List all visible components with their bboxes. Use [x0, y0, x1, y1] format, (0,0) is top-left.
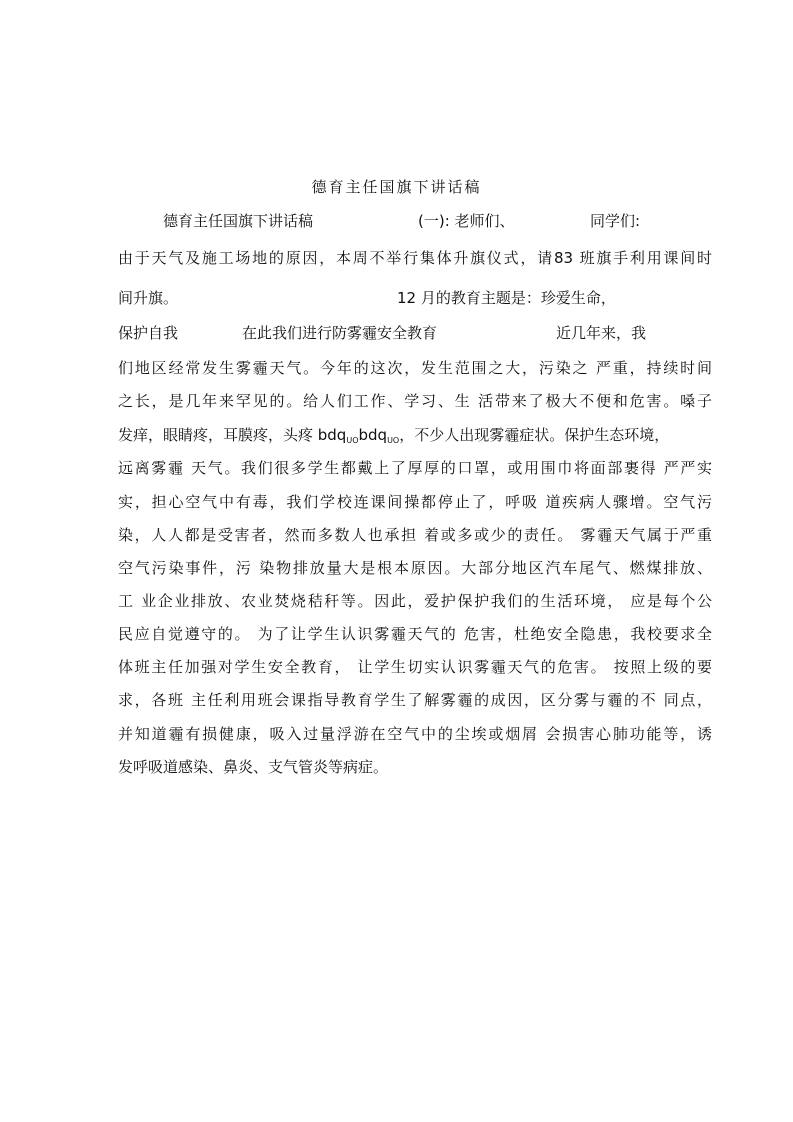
text-segment: 保护自我 — [118, 324, 179, 342]
text-segment: bdq — [358, 426, 388, 444]
paragraph-line: 由于天气及施工场地的原因，本周不举行集体升旗仪式，请83 班旗手利用课间时 — [118, 249, 712, 267]
text-segment: 间升旗。 — [118, 289, 179, 307]
subtitle: 德育主任国旗下讲话稿 — [163, 212, 314, 230]
paragraph-line: 民应自觉遵守的。 为了让学生认识雾霾天气的 危害，杜绝安全隐患，我校要求全 — [118, 625, 712, 643]
subscript: UO — [387, 436, 400, 445]
document-title: 德育主任国旗下讲话稿 — [311, 178, 482, 196]
paragraph-line: 们地区经常发生雾霾天气。今年的这次，发生范围之大，污染之 严重，持续时间 — [118, 359, 712, 377]
paragraph-line: 空气污染事件，污 染物排放量大是根本原因。大部分地区汽车尾气、燃煤排放、 — [118, 559, 712, 577]
paragraph-line: 并知道霾有损健康，吸入过量浮游在空气中的尘埃或烟屑 会损害心肺功能等，诱 — [118, 725, 712, 743]
text-segment: 发痒，眼睛疼，耳膜疼，头疼 bdq — [118, 426, 347, 444]
text-segment: 在此我们进行防雾霾安全教育 — [242, 324, 438, 342]
paragraph-line: 之长，是几年来罕见的。给人们工作、学习、生 活带来了极大不便和危害。嗓子 — [118, 392, 712, 410]
education-theme: 12 月的教育主题是：珍爱生命， — [397, 289, 616, 307]
paragraph-line: 远离雾霾 天气。我们很多学生都戴上了厚厚的口罩，或用围巾将面部裹得 严严实 — [118, 459, 712, 477]
paragraph-line: 染，人人都是受害者，然而多数人也承担 着或多或少的责任。 雾霾天气属于严重 — [118, 526, 712, 544]
paragraph-line: 实，担心空气中有毒，我们学校连课间操都停止了，呼吸 道疾病人骤增。空气污 — [118, 493, 712, 511]
greeting-students: 同学们: — [590, 212, 641, 230]
subscript: UO — [346, 436, 359, 445]
paragraph-line: 工 业企业排放、农业焚烧秸秆等。因此，爱护保护我们的生活环境， 应是每个公 — [118, 592, 712, 610]
paragraph-line: 求，各班 主任利用班会课指导教育学生了解雾霾的成因，区分雾与霾的不 同点， — [118, 691, 712, 709]
text-segment: 近几年来，我 — [556, 324, 647, 342]
paragraph-line: 发呼吸道感染、鼻炎、支气管炎等病症。 — [118, 758, 389, 776]
text-segment: ，不少人出现雾霾症状。保护生态环境， — [399, 426, 670, 444]
paragraph-line — [118, 425, 712, 451]
greeting-teachers: (一): 老师们、 — [418, 212, 515, 230]
paragraph-line: 体班主任加强对学生安全教育， 让学生切实认识雾霾天气的危害。 按照上级的要 — [118, 658, 712, 676]
